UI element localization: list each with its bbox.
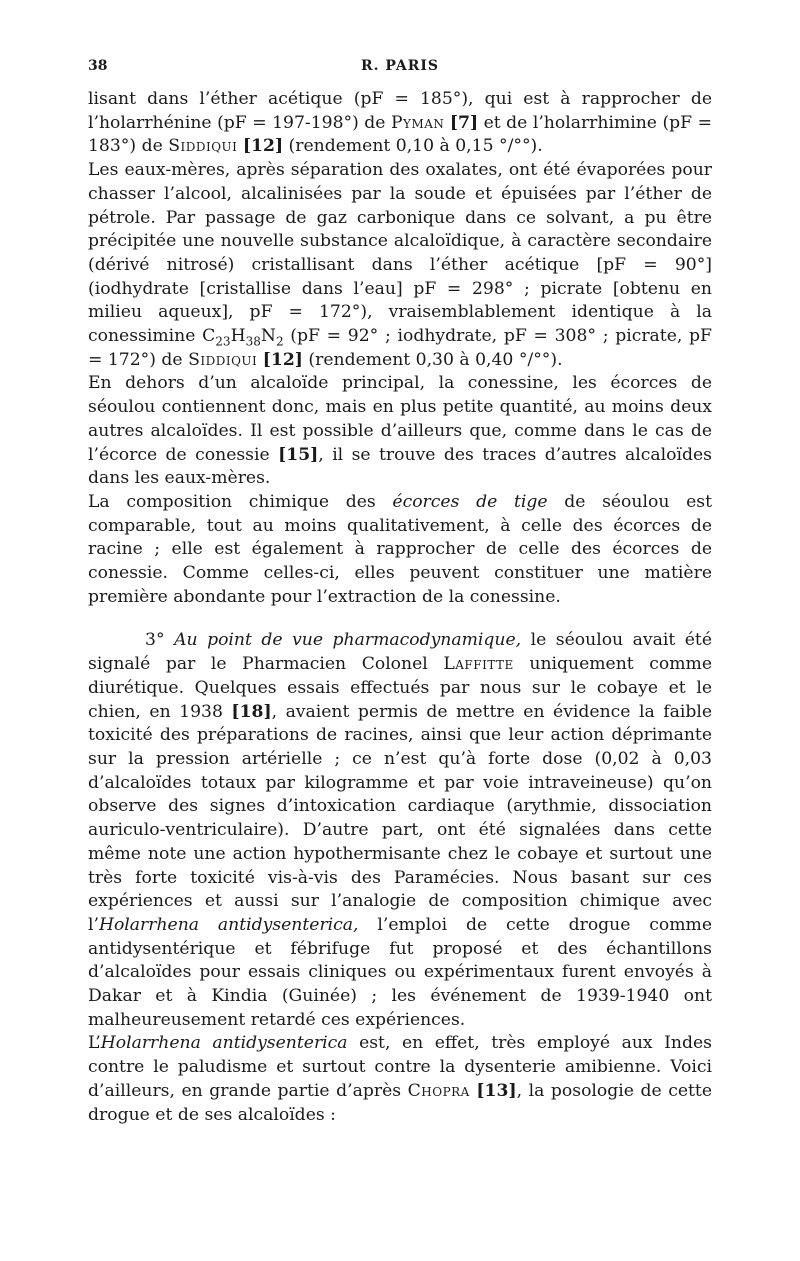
text-run: (rendement 0,30 à 0,40	[302, 349, 519, 370]
page-number: 38	[88, 58, 108, 74]
text-run: , avaient permis de mettre en évidence la faible toxicité des préparations de racines, ainsi que leur action déprimante sur la pression artérielle ; ce n’est qu’à forte dose (0,02 à 0,03 d’alcaloïdes totaux par kilogramme et par voie intraveineuse) qu’on observe des signes d’intoxication cardiaque (arythmie, dissociation auriculo-ventriculaire). D’autre part, ont été signalées dans cette même note une action hypothermisante chez le cobaye et surtout une très forte toxicité vis-à-vis des Paramécies. Nous basant sur ces expériences et aussi sur l’analogie de composition chimique avec l’	[88, 701, 712, 935]
species-name: Holarrhena antidysenterica	[100, 1033, 348, 1054]
author-name: Siddiqui	[188, 349, 258, 370]
text-run: Les eaux-mères, après séparation des oxalates, ont été évaporées pour chasser l’alcool, alcalinisées par la soude et épuisées par l’éther de pétrole. Par passage de gaz carbonique dans ce solvant, a pu être précipitée une nouvelle substance alcaloïdique, à caractère secondaire (dérivé nitrosé) cristallisant dans l’éther acétique [pF = 90°] (iodhydrate [cristallise dans l’eau] pF = 298° ; picrate [obtenu en milieu aqueux], pF = 172°), vraisemblablement identique à la conessimine C	[88, 160, 712, 347]
formula-subscript: 23	[215, 334, 231, 349]
citation: [18]	[231, 701, 272, 722]
citation: [15]	[278, 444, 319, 465]
paragraph-5	[88, 629, 712, 1032]
text-run: , la posologie de cette drogue et de ses alcaloïdes :	[88, 1080, 712, 1125]
emphasis: écorces de tige	[392, 491, 548, 512]
permille-sign: °/°°	[498, 136, 531, 157]
formula-element: N	[260, 326, 276, 347]
paragraph-4	[88, 491, 712, 610]
author-name: Chopra	[407, 1080, 470, 1101]
paragraph-1	[88, 88, 712, 159]
paragraph-6	[88, 1032, 712, 1127]
body-text	[88, 88, 712, 1127]
section-title: Au point de vue pharmacodynamique,	[174, 630, 522, 651]
species-name: Holarrhena antidysenterica,	[98, 914, 359, 935]
author-name: Pyman	[390, 112, 445, 133]
text-run: l’emploi de cette drogue comme antidysentérique et fébrifuge fut proposé et des échantillons d’alcaloïdes pour essais cliniques ou expérimentaux furent envoyés à Dakar et à Kindia (Guinée) ; les événement de 1939-1940 ont malheureusement retardé ces expériences.	[88, 914, 713, 1030]
formula-subscript: 2	[275, 334, 284, 349]
permille-sign: °/°°	[518, 349, 551, 370]
text-run: le séoulou avait été signalé par le Pharmacien Colonel	[88, 630, 712, 675]
text-run: lisant dans l’éther acétique (pF = 185°), qui est à rapprocher de l’holarrhénine (pF = 197-198°) de	[88, 89, 712, 133]
citation: [7]	[449, 112, 479, 133]
text-run: et de l’holarrhimine (pF = 183°) de	[88, 112, 712, 157]
text-run: En dehors d’un alcaloïde principal, la conessine, les écorces de séoulou contiennent donc, mais en plus petite quantité, au moins deux autres alcaloïdes. Il est possible d’ailleurs que, comme dans le cas de l’écorce de conessie	[88, 373, 712, 465]
author-name: Laffitte	[443, 654, 514, 675]
citation: [13]	[476, 1080, 517, 1101]
formula-element: H	[230, 326, 246, 347]
text-run: , il se trouve des traces d’autres alcaloïdes dans les eaux-mères.	[88, 444, 712, 489]
text-run: uniquement comme diurétique. Quelques essais effectués par nous sur le cobaye et le chien, en 1938	[88, 654, 713, 722]
page-header	[88, 58, 712, 82]
text-run: L’	[88, 1033, 101, 1054]
paragraph-3	[88, 372, 712, 491]
text-run: de séoulou est comparable, tout au moins qualitativement, à celle des écorces de racine ; elle est également à rapprocher de celle des écorces de conessie. Comme celles-ci, elles peuvent constituer une matière première abondante pour l’extraction de la conessine.	[88, 491, 712, 607]
text-run: La composition chimique des	[88, 491, 393, 512]
author-name: Siddiqui	[168, 136, 238, 157]
formula-subscript: 38	[245, 334, 261, 349]
citation: [12]	[262, 349, 303, 370]
paragraph-2	[88, 159, 712, 372]
section-number: 3°	[145, 630, 175, 651]
text-run: (pF = 92° ; iodhydrate, pF = 308° ; picrate, pF = 172°) de	[88, 326, 712, 370]
text-run: ).	[530, 136, 543, 157]
citation: [12]	[242, 136, 284, 157]
text-run: (rendement 0,10 à 0,15	[283, 136, 499, 157]
running-head: R. PARIS	[360, 58, 440, 74]
text-run: ).	[550, 349, 563, 370]
text-run: est, en effet, très employé aux Indes contre le paludisme et surtout contre la dysenterie amibienne. Voici d’ailleurs, en grande partie d’après	[88, 1033, 712, 1101]
